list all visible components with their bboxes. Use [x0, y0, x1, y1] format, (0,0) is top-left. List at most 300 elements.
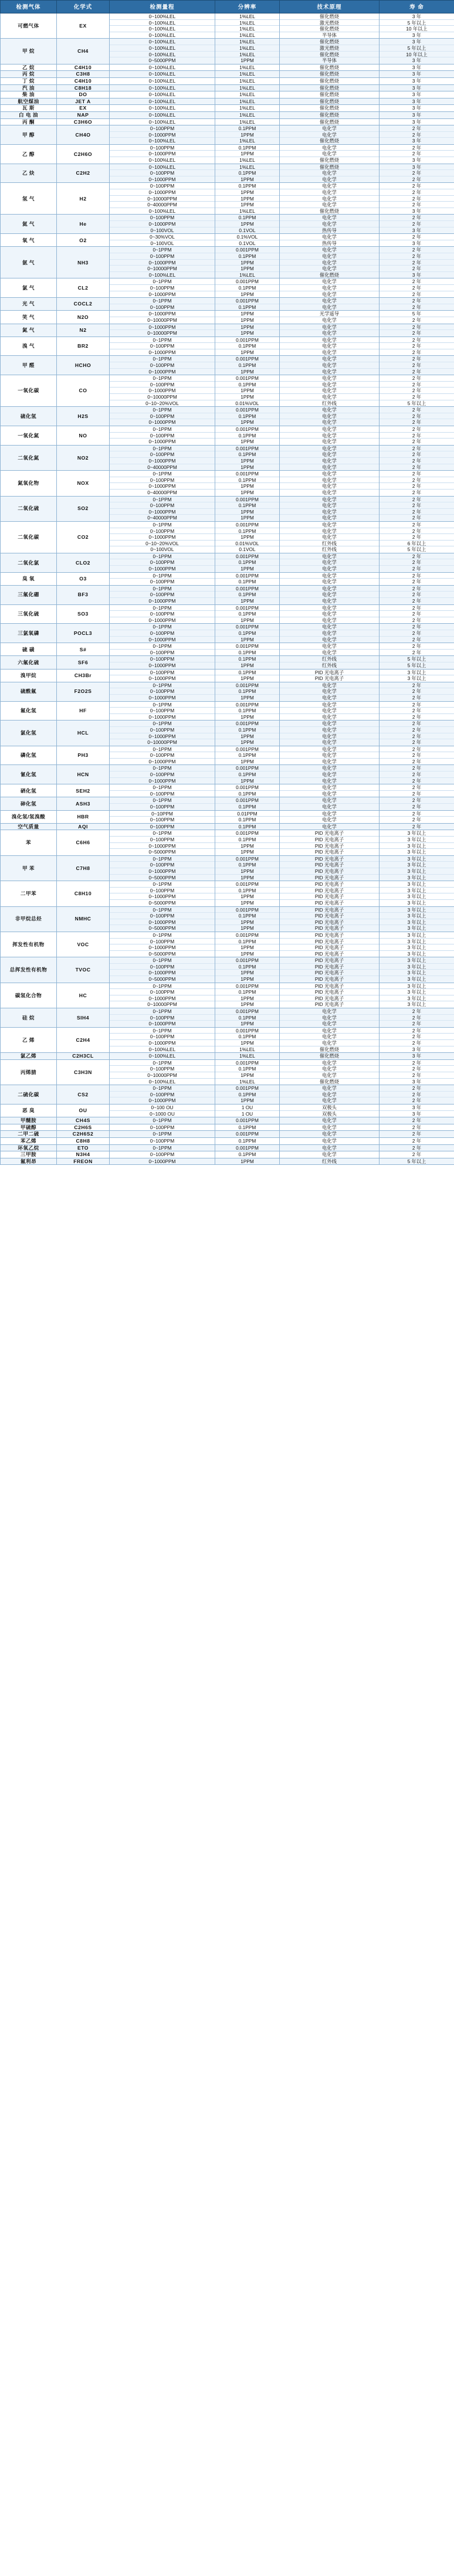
cell-range-value: 0~100PPM [110, 285, 215, 291]
cell-technology-value: 电化学 [280, 797, 379, 804]
cell-resolution-value: 1PPM [215, 266, 279, 272]
cell-formula: HBR [57, 810, 110, 823]
cell-lifetime [380, 957, 454, 983]
cell-range [110, 98, 215, 105]
cell-technology-value: 电化学 [280, 337, 379, 344]
cell-resolution-value: 0.1PPM [238, 1124, 256, 1130]
cell-range [110, 84, 215, 91]
cell-technology-value: 电化学 [280, 145, 379, 151]
cell-resolution [215, 810, 280, 823]
cell-range-value: 0~1PPM [110, 907, 215, 913]
cell-technology-value: 电化学 [280, 497, 379, 503]
cell-range-value: 0~10PPM [110, 811, 215, 817]
cell-resolution [215, 98, 280, 105]
cell-technology [280, 983, 380, 1008]
cell-lifetime [380, 1104, 454, 1117]
cell-technology-value: 红外线 [280, 656, 379, 662]
cell-range-value: 0~1000PPM [148, 419, 176, 426]
cell-technology-value: 半导体 [322, 32, 337, 38]
cell-resolution [215, 643, 280, 656]
cell-range-value: 0~1PPM [110, 1028, 215, 1034]
cell-range-value: 0~1PPM [110, 522, 215, 528]
cell-lifetime-value: 2 年 [380, 811, 454, 817]
cell-range-value: 0~1000PPM [148, 636, 176, 643]
cell-gas-name: 丙 酮 [1, 118, 57, 125]
cell-resolution-value: 0.1PPM [215, 688, 279, 695]
cell-resolution [215, 1053, 280, 1060]
cell-gas-name: 氯化氢 [1, 721, 57, 746]
cell-resolution-value: 1PPM [215, 189, 279, 196]
table-row [1, 1053, 454, 1060]
cell-formula: TVOC [57, 957, 110, 983]
cell-technology-value: 热传导 [322, 227, 337, 233]
cell-resolution-value: 0.1PPM [215, 656, 279, 662]
cell-resolution-value: 0.1PPM [215, 989, 279, 995]
cell-technology [280, 1137, 380, 1144]
cell-resolution-value: 0.1PPM [215, 285, 279, 291]
cell-range-value: 0~1000PPM [110, 1040, 215, 1046]
cell-lifetime [380, 496, 454, 521]
cell-range-value: 0~100PPM [110, 1034, 215, 1040]
cell-formula: CH3Br [57, 669, 110, 682]
cell-lifetime-value: 3 年以上 [380, 868, 454, 875]
cell-resolution [215, 496, 280, 521]
cell-range-value: 0~100PPM [110, 688, 215, 695]
cell-resolution [215, 105, 280, 112]
table-row [1, 906, 454, 932]
cell-range [110, 144, 215, 164]
cell-range [110, 298, 215, 311]
cell-resolution-value: 1PPM [215, 534, 279, 541]
cell-lifetime-value: 3 年 [412, 32, 422, 38]
cell-range-value: 0~100PPM [110, 477, 215, 484]
cell-resolution [215, 298, 280, 311]
cell-lifetime [380, 98, 454, 105]
cell-range-value: 0~1PPM [110, 881, 215, 888]
cell-lifetime-value: 2 年 [380, 375, 454, 382]
cell-range [110, 1131, 215, 1138]
cell-range-value: 0~1000PPM [148, 368, 176, 375]
cell-technology-value: PID 光电离子 [314, 675, 344, 682]
cell-range-value: 0~100%LEL [148, 138, 176, 144]
cell-gas-name: 硫酰氟 [1, 682, 57, 701]
cell-resolution-value: 0.1PPM [238, 1151, 256, 1158]
cell-lifetime-value: 2 年 [412, 804, 422, 810]
cell-range-value: 0~1000PPM [110, 324, 215, 331]
cell-range-value: 0~100%LEL [148, 91, 176, 98]
cell-range-value: 0~1PPM [110, 932, 215, 939]
cell-range-value: 0~100%LEL [110, 20, 215, 26]
cell-lifetime [380, 111, 454, 118]
cell-lifetime-value: 2 年 [412, 317, 422, 323]
cell-range-value: 0~1PPM [110, 573, 215, 579]
cell-technology-value: PID 光电离子 [280, 837, 379, 843]
cell-technology-value: 电化学 [322, 598, 337, 604]
cell-range [110, 278, 215, 298]
cell-technology-value: PID 光电离子 [280, 983, 379, 990]
cell-range [110, 983, 215, 1008]
cell-gas-name: 氰化氢 [1, 765, 57, 784]
cell-range-value: 0~1000PPM [148, 675, 176, 682]
cell-range-value: 0~1000PPM [148, 758, 176, 764]
cell-range-value: 0~100PPM [150, 579, 175, 585]
cell-lifetime-value: 2 年 [412, 777, 422, 784]
cell-lifetime-value: 3 年 [412, 118, 422, 125]
cell-resolution [215, 656, 280, 669]
cell-technology-value: 红外线 [322, 662, 337, 668]
cell-resolution-value: 0.1PPM [215, 837, 279, 843]
cell-resolution-value: 0.1PPM [215, 170, 279, 176]
cell-range [110, 111, 215, 118]
cell-technology [280, 823, 380, 830]
cell-gas-name: 氦 气 [1, 215, 57, 234]
cell-lifetime-value: 2 年 [412, 368, 422, 375]
cell-lifetime [380, 797, 454, 810]
cell-range-value: 0~1000PPM [148, 713, 176, 720]
cell-range-value: 0~100%LEL [148, 84, 176, 91]
cell-range-value: 0~1000PPM [148, 1021, 176, 1027]
cell-formula: FREON [57, 1158, 110, 1165]
cell-technology-value: 电化学 [322, 739, 337, 746]
table-row [1, 682, 454, 701]
table-row [1, 784, 454, 797]
cell-gas-name: 瓦 斯 [1, 105, 57, 112]
cell-technology-value: 半导体 [322, 57, 337, 64]
cell-technology-value: 催化燃烧 [280, 52, 379, 58]
cell-lifetime [380, 164, 454, 183]
cell-lifetime-value: 3 年 [380, 164, 454, 171]
cell-range-value: 0~1PPM [110, 497, 215, 503]
cell-technology-value: 电化学 [280, 643, 379, 650]
cell-lifetime [380, 1144, 454, 1151]
cell-technology [280, 118, 380, 125]
cell-resolution [215, 407, 280, 426]
cell-resolution-value: 1PPM [215, 868, 279, 875]
cell-range-value: 0~1000PPM [110, 388, 215, 394]
cell-lifetime [380, 585, 454, 604]
cell-formula: CO [57, 375, 110, 407]
cell-technology [280, 125, 380, 145]
cell-range-value: 0~1000PPM [110, 189, 215, 196]
cell-range-value: 0~1000PPM [110, 221, 215, 227]
cell-formula: HCN [57, 765, 110, 784]
cell-technology [280, 247, 380, 278]
cell-lifetime-value: 3 年以上 [380, 970, 454, 976]
cell-gas-name: 臭 氧 [1, 572, 57, 585]
cell-range-value: 0~10~20%VOL [110, 541, 215, 547]
cell-lifetime-value: 3 年 [380, 1105, 454, 1111]
cell-lifetime [380, 71, 454, 78]
cell-lifetime-value: 3 年 [380, 13, 454, 20]
table-row [1, 669, 454, 682]
cell-resolution-value: 1%LEL [239, 84, 255, 91]
cell-resolution-value: 1PPM [240, 176, 254, 182]
cell-resolution-value: 1PPM [240, 368, 254, 375]
cell-range [110, 553, 215, 572]
cell-resolution [215, 1027, 280, 1052]
cell-lifetime-value: 3 年以上 [380, 989, 454, 995]
cell-range-value: 0~5000PPM [148, 874, 176, 881]
cell-lifetime [380, 1158, 454, 1165]
cell-resolution-value: 1PPM [240, 617, 254, 623]
cell-formula: HCL [57, 721, 110, 746]
cell-resolution-value: 0.1PPM [215, 1066, 279, 1072]
cell-lifetime [380, 183, 454, 215]
cell-technology [280, 215, 380, 234]
cell-technology [280, 1117, 380, 1124]
cell-gas-name: 氟利昂 [1, 1158, 57, 1165]
cell-lifetime-value: 2 年 [380, 746, 454, 753]
cell-range-value: 0~1PPM [110, 298, 215, 304]
cell-resolution-value: 1 OU [215, 1105, 279, 1111]
cell-gas-name: 非甲烷总烃 [1, 906, 57, 932]
cell-formula: HF [57, 701, 110, 721]
cell-lifetime [380, 604, 454, 624]
cell-lifetime [380, 91, 454, 98]
cell-resolution [215, 983, 280, 1008]
cell-technology-value: 电化学 [322, 489, 337, 495]
cell-lifetime-value: 3 年以上 [407, 675, 426, 682]
cell-technology-value: PID 光电离子 [280, 964, 379, 970]
cell-technology [280, 810, 380, 823]
cell-range-value: 0~10000PPM [110, 196, 215, 202]
cell-range-value: 0~100PPM [110, 656, 215, 662]
cell-resolution-value: 0.001PPM [215, 375, 279, 382]
cell-formula: O3 [57, 572, 110, 585]
cell-range [110, 784, 215, 797]
cell-lifetime-value: 2 年 [412, 790, 422, 797]
cell-gas-name: 乙 烯 [1, 1027, 57, 1052]
cell-lifetime-value: 2 年 [380, 285, 454, 291]
cell-technology-value: 电化学 [322, 439, 337, 445]
cell-range-value: 0~1PPM [110, 682, 215, 689]
cell-technology-value: 催化燃烧 [319, 1053, 340, 1059]
cell-resolution [215, 553, 280, 572]
cell-technology-value: 电化学 [280, 688, 379, 695]
cell-lifetime [380, 118, 454, 125]
cell-lifetime-value: 2 年 [412, 694, 422, 701]
cell-resolution-value: 0.1PPM [215, 215, 279, 221]
cell-formula: CS2 [57, 1085, 110, 1105]
cell-range [110, 957, 215, 983]
cell-lifetime-value: 3 年以上 [380, 995, 454, 1002]
cell-range-value: 0~10000PPM [147, 1001, 177, 1008]
cell-range [110, 1144, 215, 1151]
cell-technology-value: 电化学 [280, 586, 379, 592]
cell-lifetime [380, 810, 454, 823]
cell-technology-value: 电化学 [280, 413, 379, 420]
cell-resolution-value: 1PPM [240, 976, 254, 983]
cell-technology-value: 电化学 [280, 1040, 379, 1046]
cell-lifetime [380, 823, 454, 830]
cell-lifetime-value: 2 年 [380, 407, 454, 413]
cell-range-value: 0~100PPM [110, 1015, 215, 1021]
cell-technology-value: 电化学 [322, 649, 337, 655]
cell-formula: EX [57, 13, 110, 39]
cell-resolution-value: 1%LEL [239, 64, 255, 70]
cell-lifetime-value: 2 年 [380, 733, 454, 740]
cell-lifetime-value: 10 年以上 [380, 26, 454, 32]
cell-range-value: 0~1PPM [110, 471, 215, 477]
cell-resolution [215, 932, 280, 957]
table-row [1, 746, 454, 765]
cell-technology-value: 电化学 [280, 752, 379, 759]
cell-technology-value: 电化学 [280, 727, 379, 733]
cell-technology [280, 298, 380, 311]
cell-lifetime-value: 2 年 [380, 611, 454, 617]
cell-resolution-value: 0.001PPM [215, 932, 279, 939]
cell-resolution-value: 0.1PPM [215, 382, 279, 388]
cell-lifetime-value: 2 年 [380, 1008, 454, 1015]
cell-lifetime [380, 830, 454, 855]
cell-resolution-value: 1%LEL [239, 32, 255, 38]
cell-resolution-value: 0.1PPM [215, 611, 279, 617]
cell-technology [280, 1027, 380, 1052]
cell-technology-value: 电化学 [280, 1085, 379, 1092]
cell-resolution [215, 572, 280, 585]
table-row [1, 604, 454, 624]
cell-technology [280, 669, 380, 682]
cell-gas-name: 氢 气 [1, 183, 57, 215]
table-row [1, 1144, 454, 1151]
cell-lifetime-value: 2 年 [380, 394, 454, 400]
cell-technology-value: 电化学 [280, 502, 379, 509]
cell-range [110, 906, 215, 932]
table-row [1, 39, 454, 64]
cell-gas-name: 碳氢化合物 [1, 983, 57, 1008]
cell-range [110, 932, 215, 957]
cell-resolution-value: 1PPM [240, 899, 254, 906]
cell-resolution-value: 1PPM [215, 843, 279, 849]
cell-technology [280, 784, 380, 797]
cell-lifetime-value: 3 年 [412, 208, 422, 214]
cell-range [110, 39, 215, 64]
cell-lifetime-value: 2 年 [412, 579, 422, 585]
cell-technology-value: 电化学 [280, 362, 379, 369]
cell-resolution-value: 0.001PPM [215, 1008, 279, 1015]
cell-range [110, 1104, 215, 1117]
cell-lifetime-value: 2 年 [380, 260, 454, 266]
cell-resolution-value: 0.1PPM [215, 1092, 279, 1098]
cell-range [110, 1059, 215, 1085]
cell-technology [280, 426, 380, 446]
cell-range-value: 0~1PPM [110, 765, 215, 772]
cell-technology-value: PID 光电离子 [314, 950, 344, 957]
cell-technology-value: 电化学 [280, 356, 379, 362]
cell-resolution-value: 1PPM [215, 196, 279, 202]
cell-gas-name: 苯乙烯 [1, 1137, 57, 1144]
cell-range-value: 0~40000PPM [110, 202, 215, 208]
cell-technology-value: 电化学 [280, 702, 379, 708]
cell-resolution-value: 1PPM [215, 483, 279, 490]
cell-lifetime-value: 2 年 [380, 483, 454, 490]
cell-technology-value: 催化燃烧 [319, 1046, 340, 1052]
cell-technology-value: 催化燃烧 [319, 271, 340, 278]
cell-range [110, 1008, 215, 1028]
table-row [1, 111, 454, 118]
cell-lifetime-value: 2 年 [380, 688, 454, 695]
cell-range-value: 0~100PPM [110, 433, 215, 439]
table-row [1, 64, 454, 71]
cell-resolution-value: 1PPM [240, 694, 254, 701]
cell-technology-value: 电化学 [280, 451, 379, 458]
cell-lifetime-value: 2 年 [412, 419, 422, 426]
cell-resolution-value: 1PPM [215, 324, 279, 331]
cell-resolution [215, 183, 280, 215]
cell-range [110, 183, 215, 215]
cell-range-value: 0~1PPM [110, 247, 215, 253]
cell-range [110, 1151, 215, 1158]
cell-resolution-value: 0.1PPM [215, 559, 279, 566]
cell-technology-value: 电化学 [280, 266, 379, 272]
cell-technology [280, 572, 380, 585]
cell-technology [280, 234, 380, 247]
cell-formula: N2 [57, 324, 110, 337]
cell-lifetime [380, 656, 454, 669]
cell-range-value: 0~1PPM [110, 797, 215, 804]
cell-resolution [215, 1117, 280, 1124]
cell-formula: PH3 [57, 746, 110, 765]
cell-technology-value: 电化学 [322, 1097, 337, 1104]
cell-lifetime-value: 2 年 [380, 477, 454, 484]
cell-technology-value: 电化学 [280, 559, 379, 566]
cell-resolution-value: 0.1PPM [215, 1034, 279, 1040]
cell-lifetime-value: 3 年以上 [380, 670, 454, 676]
cell-resolution-value: 0.1PPM [238, 649, 256, 655]
cell-range [110, 643, 215, 656]
cell-technology-value: 电化学 [280, 1008, 379, 1015]
cell-technology [280, 356, 380, 375]
cell-range-value: 0~100PPM [150, 804, 175, 810]
cell-resolution-value: 0.1PPM [215, 862, 279, 868]
cell-technology-value: PID 光电离子 [280, 830, 379, 837]
cell-lifetime-value: 3 年 [412, 227, 422, 233]
cell-range [110, 426, 215, 446]
cell-resolution-value: 0.1PPM [215, 1015, 279, 1021]
cell-gas-name: 可燃气体 [1, 13, 57, 39]
cell-gas-name: 乙 烷 [1, 64, 57, 71]
cell-lifetime-value: 3 年以上 [380, 893, 454, 900]
cell-lifetime-value: 2 年 [412, 515, 422, 521]
table-row [1, 624, 454, 643]
table-header [1, 1, 454, 13]
cell-resolution-value: 0.001PPM [215, 337, 279, 344]
cell-gas-name: 硅 烷 [1, 1008, 57, 1028]
cell-resolution [215, 765, 280, 784]
cell-lifetime-value: 2 年 [412, 1144, 422, 1151]
cell-resolution-value: 0.001PPM [215, 522, 279, 528]
cell-resolution-value: 1PPM [240, 713, 254, 720]
cell-range [110, 445, 215, 470]
cell-resolution-value: 0.1PPM [238, 579, 256, 585]
cell-resolution-value: 0.1PPM [215, 727, 279, 733]
cell-resolution [215, 13, 280, 39]
cell-technology-value: PID 光电离子 [280, 970, 379, 976]
cell-lifetime-value: 2 年 [380, 630, 454, 637]
cell-technology [280, 765, 380, 784]
cell-technology-value: 红外线 [322, 1158, 337, 1164]
cell-resolution-value: 1PPM [240, 317, 254, 323]
cell-formula: NO2 [57, 445, 110, 470]
cell-lifetime-value: 2 年 [380, 324, 454, 331]
cell-formula: SO2 [57, 496, 110, 521]
cell-formula: POCL3 [57, 624, 110, 643]
cell-range-value: 0~1PPM [110, 426, 215, 433]
cell-range [110, 746, 215, 765]
cell-range [110, 164, 215, 183]
cell-resolution-value: 1%LEL [239, 111, 255, 118]
cell-lifetime [380, 64, 454, 71]
